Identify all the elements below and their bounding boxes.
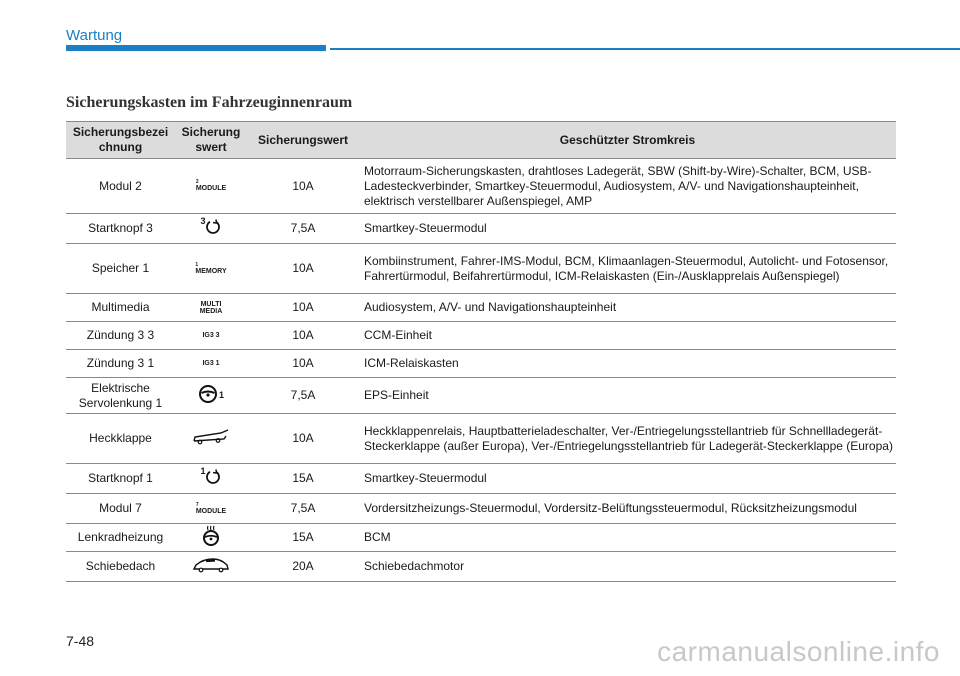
fuse-name: Lenkradheizung <box>66 524 175 552</box>
fuse-rating: 10A <box>247 244 359 294</box>
fuse-symbol-number: 2 <box>195 179 199 185</box>
fuse-name: Startknopf 3 <box>66 214 175 244</box>
fuse-symbol-label <box>195 263 226 275</box>
fuse-rating: 7,5A <box>247 378 359 414</box>
fuse-name: Startknopf 1 <box>66 464 175 494</box>
protected-circuit: Smartkey-Steuermodul <box>359 464 896 494</box>
fuse-symbol-text: IG3 1 <box>202 360 220 367</box>
fuse-rating: 10A <box>247 322 359 350</box>
fuse-name: Elektrische Servolenkung 1 <box>66 378 175 414</box>
fuse-symbol <box>175 350 247 378</box>
table-row <box>66 214 896 244</box>
fuse-table <box>66 121 896 582</box>
fuse-name: Multimedia <box>66 294 175 322</box>
heated-steering-wheel-icon <box>201 525 221 551</box>
protected-circuit: Vordersitzheizungs-Steuermodul, Vordersitz-Belüftungssteuermodul, Rücksitzheizungsmodul <box>359 494 896 524</box>
protected-circuit: Schiebedachmotor <box>359 552 896 582</box>
start-button-icon <box>204 468 222 490</box>
fuse-rating: 15A <box>247 464 359 494</box>
fuse-symbol <box>175 414 247 464</box>
fuse-symbol <box>175 524 247 552</box>
header-bar <box>66 45 326 51</box>
fuse-name: Speicher 1 <box>66 244 175 294</box>
fuse-symbol <box>175 244 247 294</box>
fuse-symbol-label <box>197 301 225 315</box>
table-row <box>66 159 896 214</box>
table-row <box>66 552 896 582</box>
fuse-symbol <box>175 294 247 322</box>
fuse-symbol <box>175 322 247 350</box>
fuse-name: Modul 7 <box>66 494 175 524</box>
table-row <box>66 524 896 552</box>
fuse-name: Modul 2 <box>66 159 175 214</box>
table-header-row <box>66 122 896 159</box>
fuse-symbol-number: 7 <box>195 501 199 508</box>
fuse-symbol-number: 3 <box>200 216 206 226</box>
page-heading: Sicherungskasten im Fahrzeuginnenraum <box>66 94 353 111</box>
fuse-symbol <box>175 494 247 524</box>
fuse-symbol-number: 1 <box>195 261 199 268</box>
fuse-symbol-label <box>196 503 226 515</box>
fuse-rating: 7,5A <box>247 494 359 524</box>
protected-circuit: Kombiinstrument, Fahrer-IMS-Modul, BCM, Klimaanlagen-Steuermodul, Autolicht- und Fotosensor, Fahrertürmodul, Beifahrertürmodul, ICM-Relaiskasten (Ein-/Ausklapprelais Außenspiegel) <box>359 244 896 294</box>
fuse-symbol <box>175 159 247 214</box>
fuse-rating: 10A <box>247 414 359 464</box>
page-number: 7-48 <box>66 633 95 649</box>
table-row <box>66 294 896 322</box>
table-row <box>66 464 896 494</box>
protected-circuit: CCM-Einheit <box>359 322 896 350</box>
table-row <box>66 244 896 294</box>
table-row <box>66 378 896 414</box>
fuse-symbol-label <box>202 360 219 367</box>
fuse-table-body <box>66 159 896 582</box>
fuse-symbol-text: MODULE <box>195 507 227 515</box>
fuse-symbol-number: 1 <box>218 390 224 400</box>
col-header-rating: Sicherungswert <box>247 122 359 159</box>
fuse-symbol-text: MODULE <box>195 185 227 192</box>
fuse-rating: 10A <box>247 159 359 214</box>
fuse-symbol <box>175 214 247 244</box>
table-row <box>66 414 896 464</box>
protected-circuit: BCM <box>359 524 896 552</box>
fuse-rating: 7,5A <box>247 214 359 244</box>
fuse-rating: 10A <box>247 294 359 322</box>
fuse-symbol-text: MULTI MEDIA <box>199 300 223 315</box>
table-row <box>66 322 896 350</box>
fuse-name: Zündung 3 3 <box>66 322 175 350</box>
fuse-name: Schiebedach <box>66 552 175 582</box>
col-header-symbol: Sicherung swert <box>175 122 247 159</box>
fuse-symbol-text: IG3 3 <box>202 332 220 339</box>
col-header-fuse-name: Sicherungsbezei chnung <box>66 122 175 159</box>
fuse-symbol <box>175 378 247 414</box>
protected-circuit: Heckklappenrelais, Hauptbatterieladeschalter, Ver-/Entriegelungsstellantrieb für Schnellladegerät-Steckerklappe (außer Europa), Ver-/Entriegelungsstellantrieb für Ladegerät-Steckerklappe (Europa) <box>359 414 896 464</box>
protected-circuit: Smartkey-Steuermodul <box>359 214 896 244</box>
fuse-name: Zündung 3 1 <box>66 350 175 378</box>
fuse-name: Heckklappe <box>66 414 175 464</box>
fuse-rating: 10A <box>247 350 359 378</box>
protected-circuit: Motorraum-Sicherungskasten, drahtloses Ladegerät, SBW (Shift-by-Wire)-Schalter, BCM, USB-Ladesteckverbinder, Smartkey-Steuermodul, Audiosystem, A/V- und Navigationshaupteinheit, elektrisch verstellbarer Außenspiegel, AMP <box>359 159 896 214</box>
section-title: Wartung <box>66 27 123 44</box>
col-header-circuit: Geschützter Stromkreis <box>359 122 896 159</box>
fuse-symbol <box>175 552 247 582</box>
fuse-symbol-label <box>202 332 219 339</box>
protected-circuit: Audiosystem, A/V- und Navigationshaupteinheit <box>359 294 896 322</box>
tailgate-icon <box>191 427 231 451</box>
protected-circuit: ICM-Relaiskasten <box>359 350 896 378</box>
fuse-rating: 15A <box>247 524 359 552</box>
sunroof-icon <box>191 555 231 579</box>
fuse-symbol <box>175 464 247 494</box>
table-row <box>66 350 896 378</box>
protected-circuit: EPS-Einheit <box>359 378 896 414</box>
watermark: carmanualsonline.info <box>657 636 940 667</box>
start-button-icon <box>204 218 222 240</box>
fuse-symbol-number: 1 <box>200 466 206 476</box>
table-row <box>66 494 896 524</box>
fuse-symbol-text: MEMORY <box>195 267 227 275</box>
header-rule <box>330 48 960 50</box>
steering-wheel-icon <box>198 384 218 408</box>
fuse-symbol-label <box>196 180 226 192</box>
fuse-rating: 20A <box>247 552 359 582</box>
